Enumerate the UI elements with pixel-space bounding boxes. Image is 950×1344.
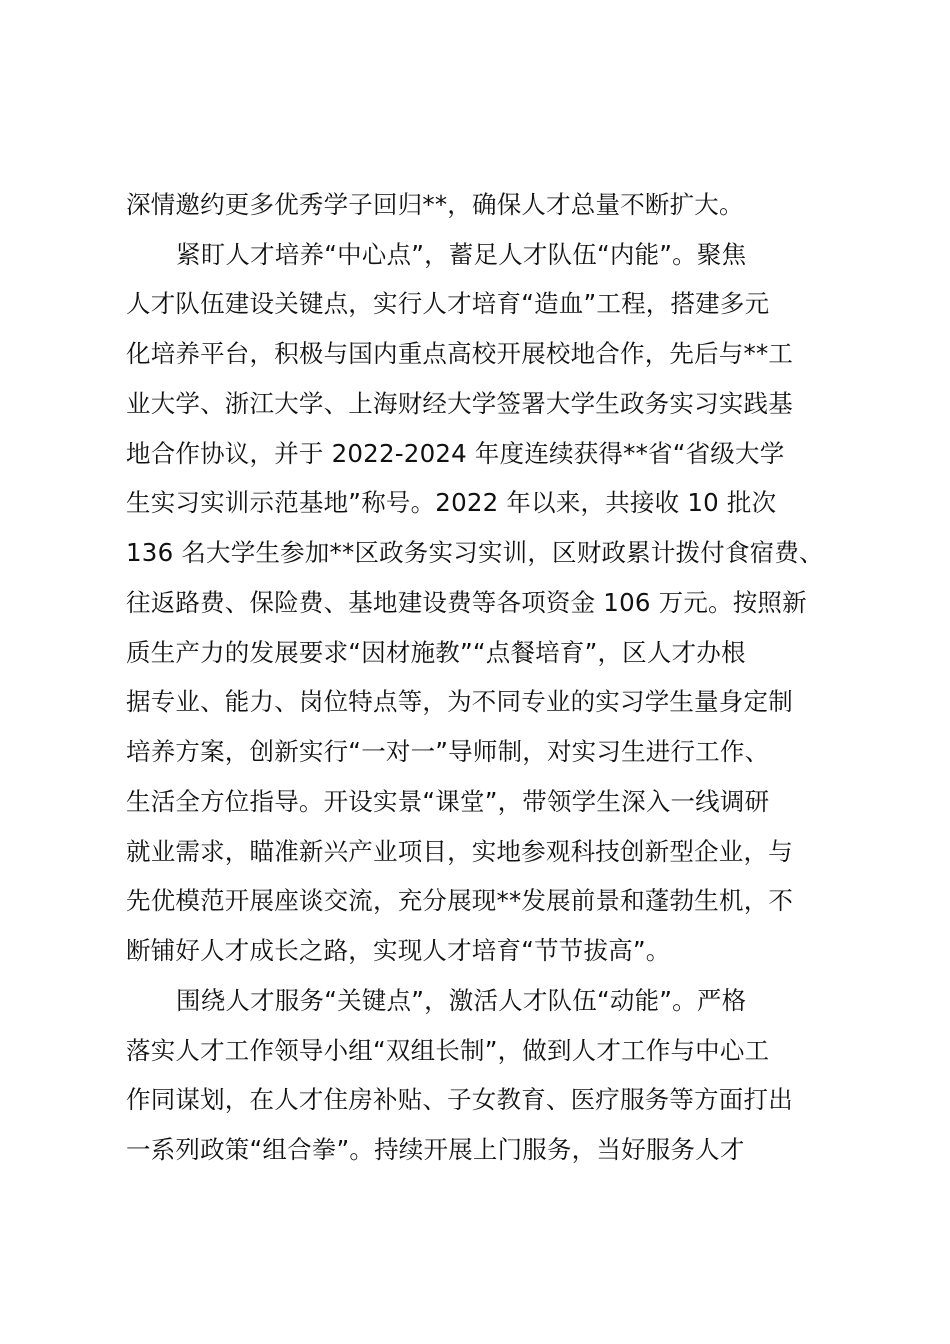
text-line-20: 一系列政策“组合拳”。持续开展上门服务，当好服务人才 [126,1135,745,1164]
text-line-14: 就业需求，瞄准新兴产业项目，实地参观科技创新型企业，与 [126,837,793,866]
text-line-10: 质生产力的发展要求“因材施教”“点餐培育”，区人才办根 [126,638,746,667]
text-line-4: 化培养平台，积极与国内重点高校开展校地合作，先后与**工 [126,339,794,368]
paragraph-start-line-2: 紧盯人才培养“中心点”，蓄足人才队伍“内能”。聚焦 [176,240,747,269]
text-line-6: 地合作协议，并于 2022-2024 年度连续获得**省“省级大学 [126,439,785,468]
text-line-7: 生实习实训示范基地”称号。2022 年以来，共接收 10 批次 [126,488,777,517]
text-line-12: 培养方案，创新实行“一对一”导师制，对实习生进行工作、 [126,737,770,766]
text-line-15: 先优模范开展座谈交流，充分展现**发展前景和蓬勃生机，不 [126,886,794,915]
text-line-8: 136 名大学生参加**区政务实习实训，区财政累计拨付食宿费、 [126,538,824,567]
text-line-5: 业大学、浙江大学、上海财经大学签署大学生政务实习实践基 [126,389,793,418]
paragraph-start-line-17: 围绕人才服务“关键点”，激活人才队伍“动能”。严格 [176,986,747,1015]
text-line-9: 往返路费、保险费、基地建设费等各项资金 106 万元。按照新 [126,588,807,617]
text-line-13: 生活全方位指导。开设实景“课堂”，带领学生深入一线调研 [126,787,770,816]
text-line-3: 人才队伍建设关键点，实行人才培育“造血”工程，搭建多元 [126,289,770,318]
text-line-1: 深情邀约更多优秀学子回归**，确保人才总量不断扩大。 [126,190,744,219]
text-line-19: 作同谋划，在人才住房补贴、子女教育、医疗服务等方面打出 [126,1085,793,1114]
text-line-18: 落实人才工作领导小组“双组长制”，做到人才工作与中心工 [126,1036,770,1065]
text-line-16: 断铺好人才成长之路，实现人才培育“节节拔高”。 [126,936,671,965]
text-line-11: 据专业、能力、岗位特点等，为不同专业的实习学生量身定制 [126,687,793,716]
